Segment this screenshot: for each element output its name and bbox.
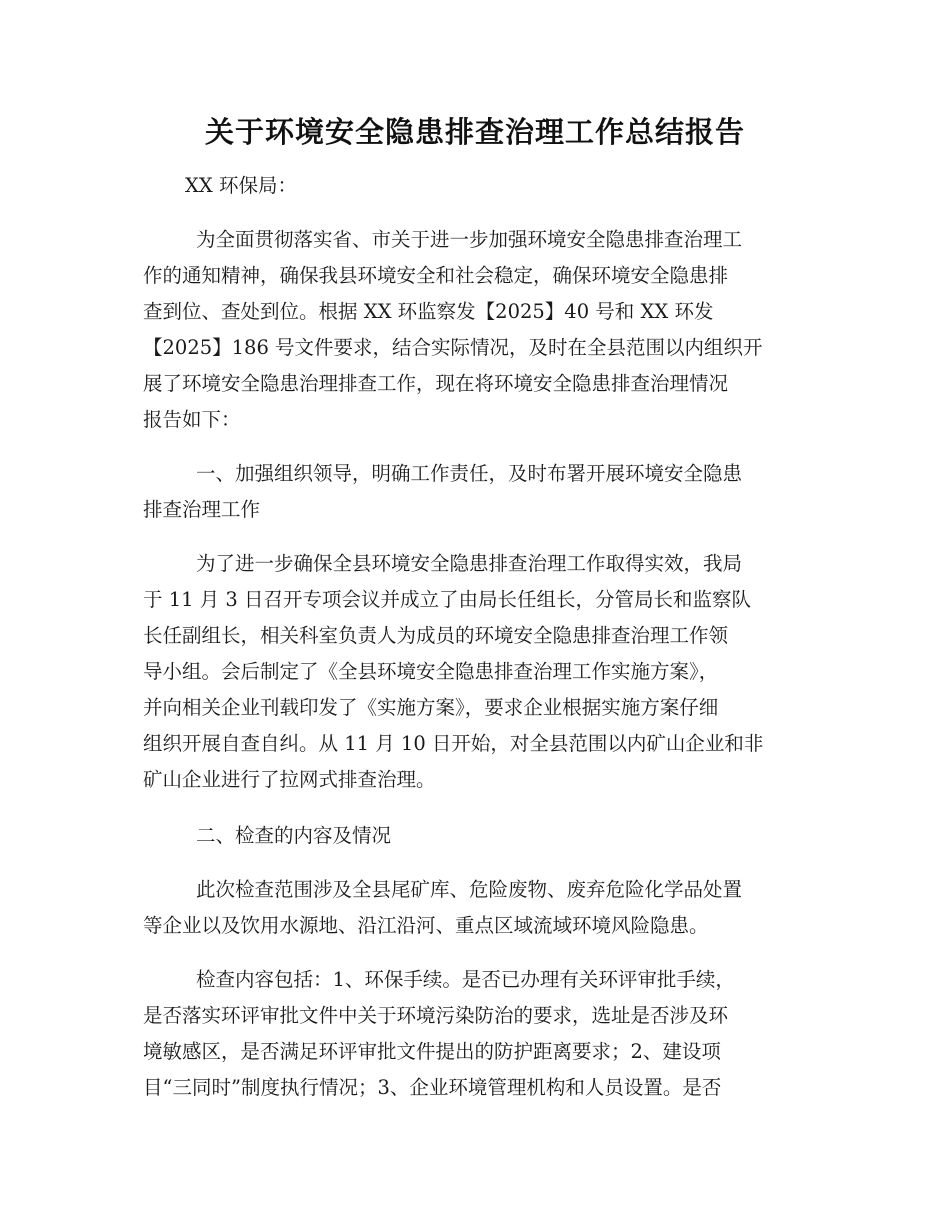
section-heading-2 (143, 818, 808, 854)
paragraph-line: 是否落实环评审批文件中关于环境污染防治的要求，选址是否涉及环 (143, 1004, 729, 1027)
paragraph-line: 【2025】186 号文件要求，结合实际情况，及时在全县范围以内组织开 (143, 336, 763, 359)
paragraph-line: 目“三同时”制度执行情况；3、企业环境管理机构和人员设置。是否 (143, 1076, 722, 1099)
salutation (185, 168, 785, 204)
paragraph-line: 查到位、查处到位。根据 XX 环监察发【2025】40 号和 XX 环发 (143, 300, 714, 323)
paragraph-line: 于 11 月 3 日召开专项会议并成立了由局长任组长，分管局长和监察队 (143, 588, 752, 611)
paragraph-line: 并向相关企业刊载印发了《实施方案》，要求企业根据实施方案仔细 (143, 696, 719, 719)
paragraph-3 (143, 546, 808, 798)
paragraph-line: 此次检查范围涉及全县尾矿库、危险废物、废弃危险化学品处置 (196, 878, 743, 901)
paragraph-line: 二、检查的内容及情况 (196, 824, 392, 847)
paragraph-line: 展了环境安全隐患治理排查工作，现在将环境安全隐患排查治理情况 (143, 372, 729, 395)
paragraph-line: 排查治理工作 (143, 498, 261, 521)
paragraph-line: 报告如下： (143, 408, 241, 431)
paragraph-6 (143, 962, 808, 1106)
paragraph-line: 境敏感区，是否满足环评审批文件提出的防护距离要求；2、建设项 (143, 1040, 721, 1063)
paragraph-line: 矿山企业进行了拉网式排查治理。 (143, 768, 436, 791)
paragraph-line: 等企业以及饮用水源地、沿江沿河、重点区域流域环境风险隐患。 (143, 914, 709, 937)
paragraph-line: 检查内容包括：1、环保手续。是否已办理有关环评审批手续， (196, 968, 735, 991)
paragraph-line: 长任副组长，相关科室负责人为成员的环境安全隐患排查治理工作领 (143, 624, 729, 647)
page-title: 关于环境安全隐患排查治理工作总结报告 (204, 115, 745, 149)
section-heading-1 (143, 456, 808, 528)
paragraph-5 (143, 872, 808, 944)
paragraph-1 (143, 222, 808, 438)
paragraph-line: 导小组。会后制定了《全县环境安全隐患排查治理工作实施方案》， (143, 660, 719, 683)
paragraph-line: 组织开展自查自纠。从 11 月 10 日开始，对全县范围以内矿山企业和非 (143, 732, 764, 755)
paragraph-line: 为全面贯彻落实省、市关于进一步加强环境安全隐患排查治理工 (196, 228, 743, 251)
paragraph-line: 作的通知精神，确保我县环境安全和社会稳定，确保环境安全隐患排 (143, 264, 729, 287)
paragraph-line: 为了进一步确保全县环境安全隐患排查治理工作取得实效，我局 (196, 552, 743, 575)
paragraph-line: 一、加强组织领导，明确工作责任，及时布署开展环境安全隐患 (196, 462, 743, 485)
salutation-text: XX 环保局： (185, 174, 297, 197)
